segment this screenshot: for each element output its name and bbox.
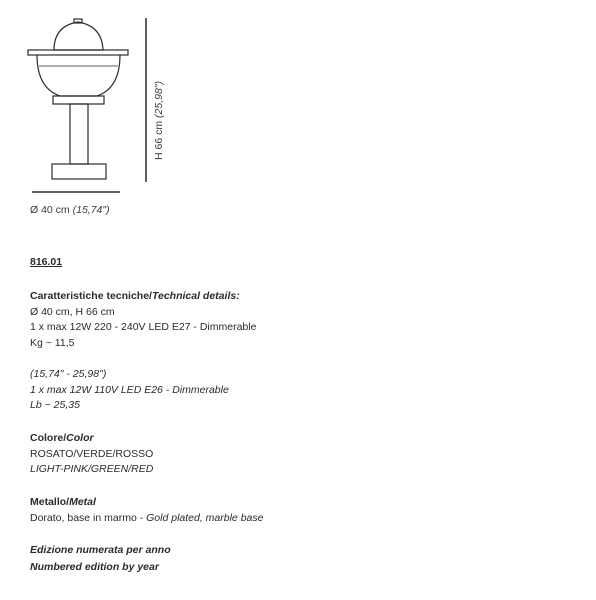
metric-line: 1 x max 12W 220 - 240V LED E27 - Dimmerable [30,321,257,333]
lamp-stem [70,104,88,164]
technical-heading-it: Caratteristiche tecniche/ [30,290,152,302]
color-values-en: LIGHT-PINK/GREEN/RED [30,463,154,475]
imperial-line: Lb ~ 25,35 [30,399,80,411]
color-values-it: ROSATO/VERDE/ROSSO [30,447,154,460]
metal-heading-en: Metal [69,496,96,508]
imperial-line: (15,74" - 25,98") [30,368,107,380]
metric-line: Ø 40 cm, H 66 cm [30,305,115,318]
technical-details-section [30,289,256,351]
metric-line: Kg ~ 11,5 [30,336,75,349]
technical-heading-en: Technical details: [151,290,240,302]
height-dimension-label [153,81,165,160]
metal-section [30,495,263,526]
height-metric: H 66 cm [153,120,165,160]
product-code: 816.01 [30,256,63,268]
color-heading-it: Colore/ [30,432,67,444]
imperial-details-section [30,367,229,414]
width-dimension-label [30,204,110,216]
width-metric: Ø 40 cm [30,204,70,216]
width-imperial: (15,74") [72,204,110,216]
metal-heading [30,495,263,511]
metal-value [30,511,263,527]
color-heading-en: Color [66,432,94,444]
lamp-dome [54,22,103,50]
edition-line-en: Numbered edition by year [30,561,159,573]
metal-value-en: Gold plated, marble base [146,511,264,524]
lamp-technical-drawing [0,0,200,200]
lamp-base [52,164,106,179]
lamp-collar [53,96,104,104]
height-imperial: (25,98") [153,80,165,118]
edition-line-it: Edizione numerata per anno [30,544,171,556]
metal-heading-it: Metallo/ [30,496,70,508]
edition-section [30,542,171,576]
metal-value-it: Dorato, base in marmo - [30,511,147,524]
lamp-rim [28,50,128,55]
color-section [30,431,153,478]
imperial-line: 1 x max 12W 110V LED E26 - Dimmerable [30,383,229,396]
color-heading [30,431,153,447]
technical-heading [30,289,256,305]
lamp-bowl [37,55,120,96]
